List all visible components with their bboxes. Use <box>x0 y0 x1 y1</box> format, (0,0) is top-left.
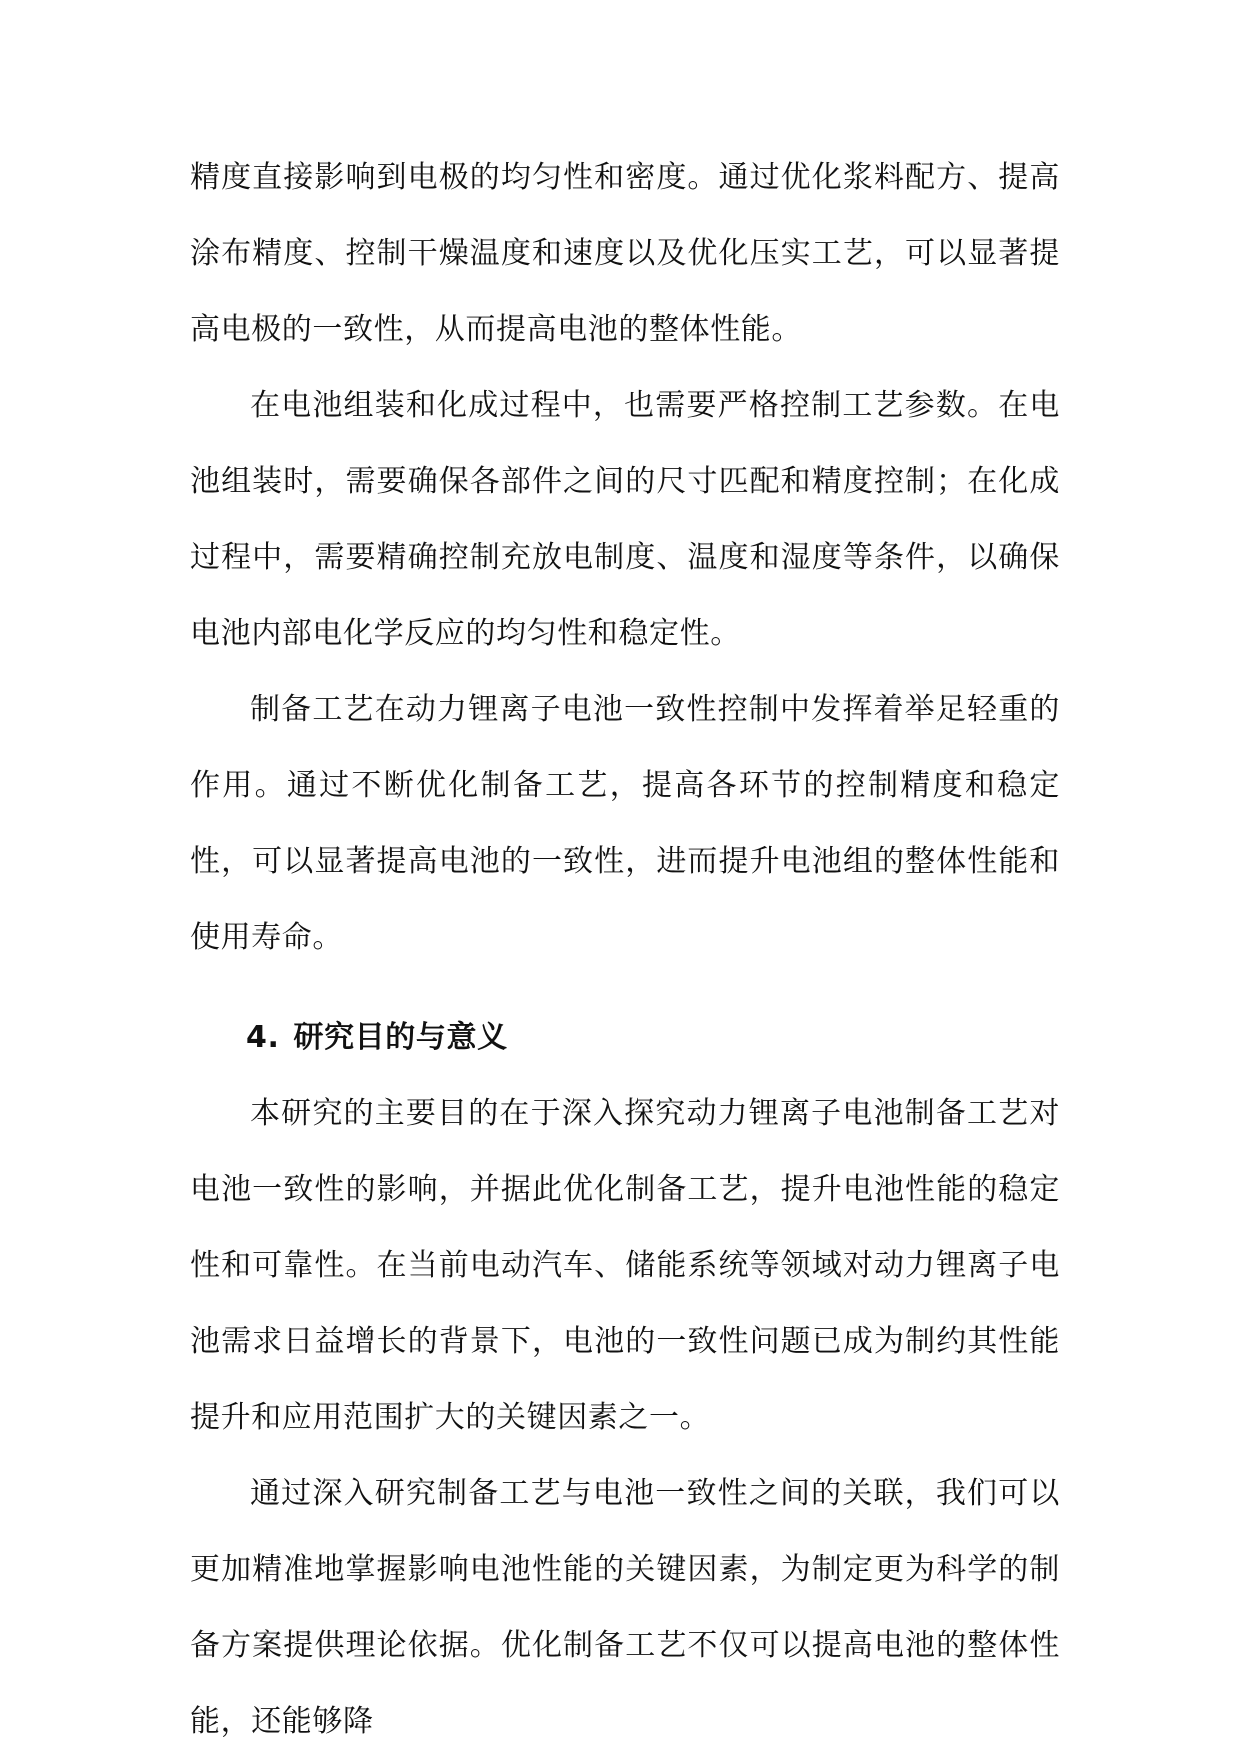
section-heading <box>190 1000 1060 1076</box>
paragraph-research-significance: 通过深入研究制备工艺与电池一致性之间的关联，我们可以更加精准地掌握影响电池性能的关键因素，为制定更为科学的制备方案提供理论依据。优化制备工艺不仅可以提高电池的整体性能，还能够降 <box>190 1476 1060 1739</box>
paragraph-electrode-precision: 精度直接影响到电极的均匀性和密度。通过优化浆料配方、提高涂布精度、控制干燥温度和速度以及优化压实工艺，可以显著提高电极的一致性，从而提高电池的整体性能。 <box>190 160 1060 347</box>
paragraph-process-role: 制备工艺在动力锂离子电池一致性控制中发挥着举足轻重的作用。通过不断优化制备工艺，提高各环节的控制精度和稳定性，可以显著提高电池的一致性，进而提升电池组的整体性能和使用寿命。 <box>190 692 1060 955</box>
section-number: 4. <box>246 1020 280 1055</box>
section-title: 研究目的与意义 <box>293 1020 508 1055</box>
paragraph-assembly-formation: 在电池组装和化成过程中，也需要严格控制工艺参数。在电池组装时，需要确保各部件之间的尺寸匹配和精度控制；在化成过程中，需要精确控制充放电制度、温度和湿度等条件，以确保电池内部电化学反应的均匀性和稳定性。 <box>190 388 1060 651</box>
document-body <box>190 140 1060 1760</box>
paragraph-research-purpose: 本研究的主要目的在于深入探究动力锂离子电池制备工艺对电池一致性的影响，并据此优化制备工艺，提升电池性能的稳定性和可靠性。在当前电动汽车、储能系统等领域对动力锂离子电池需求日益增长的背景下，电池的一致性问题已成为制约其性能提升和应用范围扩大的关键因素之一。 <box>190 1096 1060 1435</box>
